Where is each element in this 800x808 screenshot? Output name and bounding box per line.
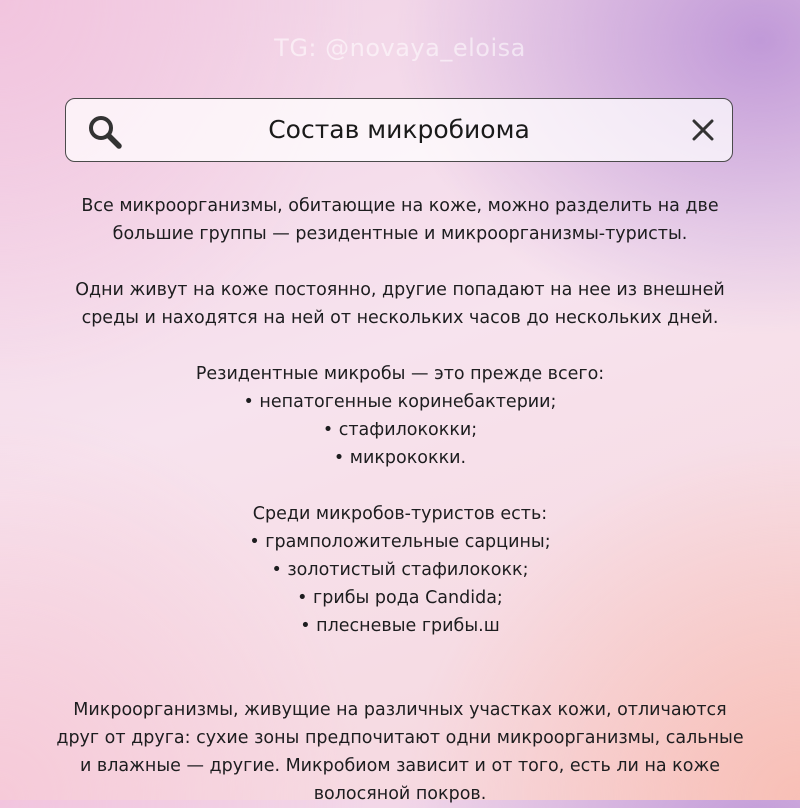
list-item: • грамположительные сарцины;: [249, 532, 551, 552]
conclusion-line-2: друг от друга: сухие зоны предпочитают одни микроорганизмы, сальные: [56, 728, 744, 748]
close-icon[interactable]: [690, 117, 716, 143]
para2-line-1: Одни живут на коже постоянно, другие попадают на нее из внешней: [75, 280, 725, 300]
list-item: • непатогенные коринебактерии;: [243, 392, 557, 412]
conclusion-line-4: волосяной покров.: [313, 784, 487, 804]
search-bar[interactable]: [65, 98, 733, 162]
article-body: [40, 192, 760, 808]
para2-line-2: среды и находятся на ней от нескольких часов до нескольких дней.: [81, 308, 719, 328]
list-item: • грибы рода Candida;: [297, 588, 503, 608]
conclusion-line-3: и влажные — другие. Микробиом зависит и от того, есть ли на коже: [79, 756, 720, 776]
conclusion-line-1: Микроорганизмы, живущие на различных участках кожи, отличаются: [73, 700, 727, 720]
search-title: Состав микробиома: [268, 115, 530, 144]
intro-line-1: Все микроорганизмы, обитающие на коже, можно разделить на две: [81, 196, 719, 216]
resident-heading: Резидентные микробы — это прежде всего:: [195, 364, 605, 384]
list-item: • стафилококки;: [322, 420, 478, 440]
intro-line-2: большие группы — резидентные и микроорганизмы-туристы.: [112, 224, 688, 244]
list-item: • плесневые грибы.ш: [300, 616, 500, 636]
watermark: TG: @novaya_eloisa: [274, 34, 526, 62]
tourist-heading: Среди микробов-туристов есть:: [252, 504, 548, 524]
list-item: • золотистый стафилококк;: [271, 560, 529, 580]
list-item: • микрококки.: [333, 448, 467, 468]
